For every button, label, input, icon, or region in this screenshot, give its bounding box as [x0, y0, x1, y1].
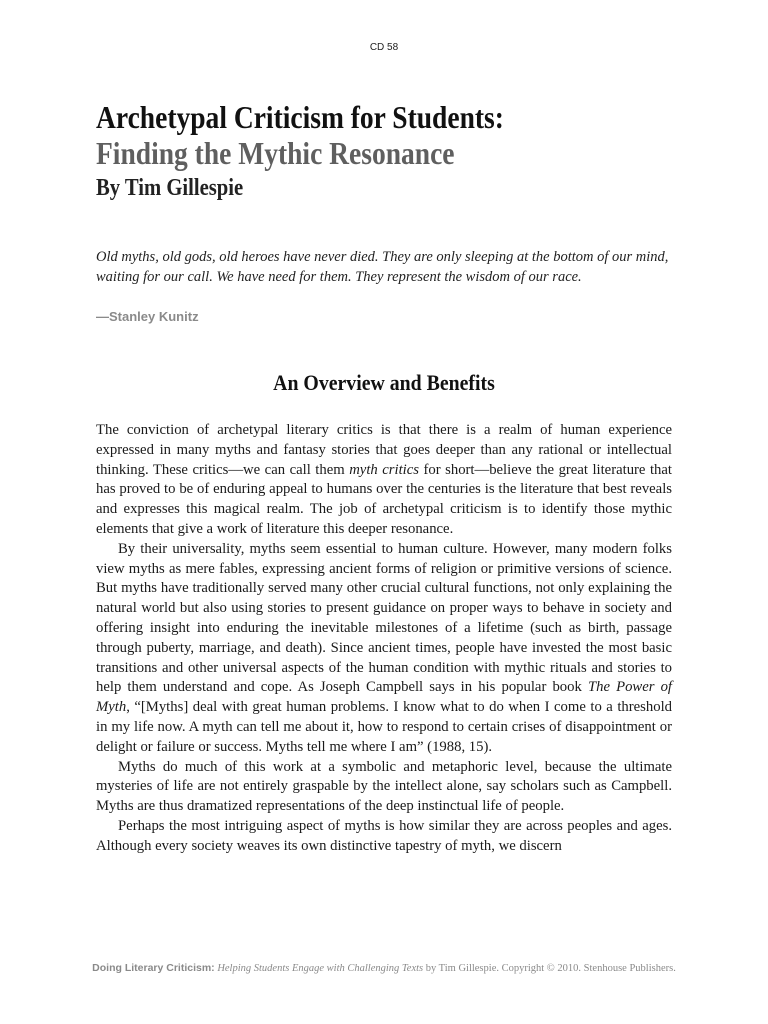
footer-book-title: Doing Literary Criticism: [92, 962, 215, 974]
author-byline: By Tim Gillespie [96, 175, 244, 201]
page-footer [0, 962, 768, 974]
footer-book-subtitle: Helping Students Engage with Challenging Texts [217, 963, 424, 974]
book-title-power-of-myth: The Power of Myth [96, 679, 672, 716]
epigraph-quote: Old myths, old gods, old heroes have never died. They are only sleeping at the bottom of our mind, waiting for our call. We have need for them. They represent the wisdom of our race. [96, 249, 669, 285]
section-heading: An Overview and Benefits [273, 370, 495, 395]
paragraph-1 [96, 421, 672, 540]
article-header [96, 99, 696, 203]
paragraph-1-text-b: for short—believe the great literature that has proved to be of enduring appeal to humans over the centuries is the literature that best reveals and expresses this magical realm. The job of archetypal criticism is to identify those mythic elements that give a work of literature this deeper resonance. [96, 461, 672, 537]
paragraph-2 [96, 540, 672, 758]
article-title: Archetypal Criticism for Students: [96, 99, 504, 135]
footer-copyright: by Tim Gillespie. Copyright © 2010. Stenhouse Publishers. [423, 963, 676, 974]
paragraph-2-text-b: , “[Myths] deal with great human problems. I know what to do when I come to a threshold in my life now. A myth can tell me about it, how to respond to certain crises of disappointment or delight or failure or success. Myths tell me where I am” (1988, 15). [96, 699, 672, 755]
paragraph-1-text-a: The conviction of archetypal literary critics is that there is a realm of human experience expressed in many myths and fantasy stories that goes deeper than any rational or intellectual thinking. These critics—we can call them [96, 422, 672, 478]
epigraph-attribution: —Stanley Kunitz [96, 309, 199, 324]
paragraph-2-text-a: By their universality, myths seem essential to human culture. However, many modern folks view myths as mere fables, expressing ancient forms of religion or primitive versions of science. But myths have traditionally served many other crucial cultural functions, not only explaining the natural world but also using stories to present guidance on proper ways to behave in society and offering insight into enduring the inevitable milestones of a lifetime (such as birth, passage through puberty, marriage, and death). Since ancient times, people have invested the most basic transitions and other universal aspects of the human condition with mythic rituals and stories to help them understand and cope. As Joseph Campbell says in his popular book [96, 540, 672, 696]
article-body [96, 421, 672, 857]
paragraph-3: Myths do much of this work at a symbolic and metaphoric level, because the ultimate mysteries of life are not entirely graspable by the intellect alone, say scholars such as Campbell. Myths are thus dramatized representations of the deep instinctual life of people. [96, 758, 672, 815]
paragraph-4: Perhaps the most intriguing aspect of myths is how similar they are across peoples and ages. Although every society weaves its own distinctive tapestry of myth, we discern [96, 817, 672, 854]
emphasis-myth-critics: myth critics [349, 461, 419, 478]
page-number: CD 58 [369, 42, 399, 53]
article-subtitle: Finding the Mythic Resonance [96, 135, 455, 171]
